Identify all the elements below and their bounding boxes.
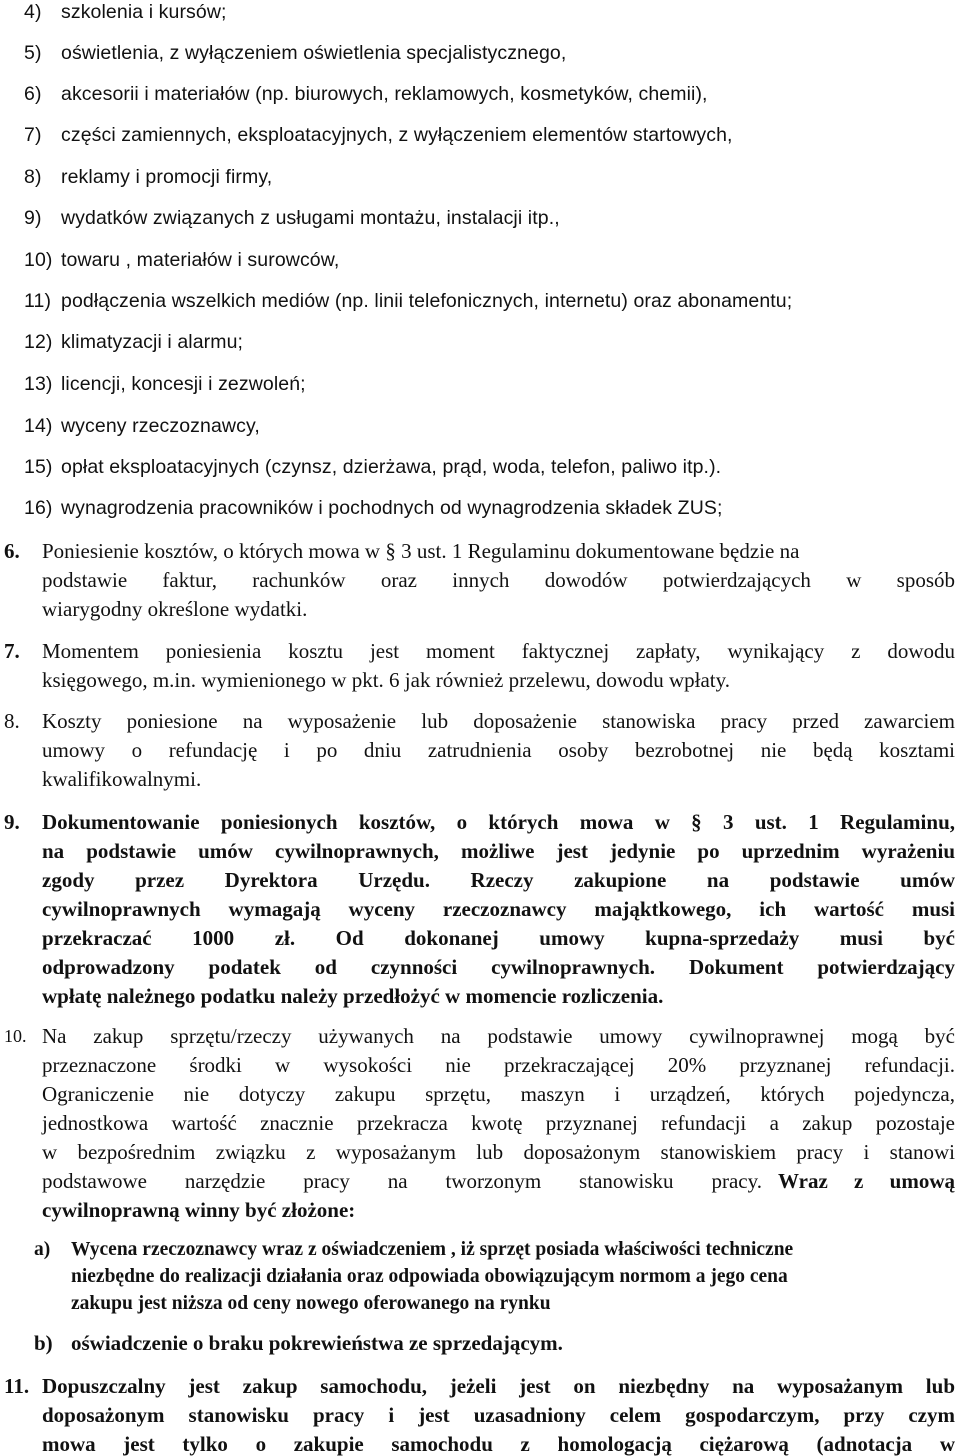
paragraph-line: cywilnoprawną winny być złożone: — [42, 1198, 356, 1222]
paragraph-line: wpłatę należnego podatku należy przedłożyć w momencie rozliczenia. — [42, 984, 664, 1008]
list-item-number: 16) — [24, 497, 53, 519]
list-item-text: części zamiennych, eksploatacyjnych, z wyłączeniem elementów startowych, — [61, 124, 733, 146]
list-item-number: 9) — [24, 207, 42, 229]
paragraph-line: podstawie faktur, rachunków oraz innych dowodów potwierdzających w sposób — [42, 568, 955, 592]
paragraph-line: podstawowe narzędzie pracy na tworzonym stanowisku pracy. — [42, 1169, 762, 1193]
paragraph-line: przeznaczone środki w wysokości nie przekraczającej 20% przyznanej refundacji. — [42, 1053, 955, 1077]
list-item-number: 8) — [24, 166, 42, 188]
list-item-number: 4) — [24, 1, 42, 23]
list-item-number: 14) — [24, 415, 53, 437]
paragraph-line: cywilnoprawnych wymagają wyceny rzeczoznawcy mająktkowego, ich wartość musi — [42, 897, 955, 921]
list-item-number: 15) — [24, 456, 53, 478]
paragraph-line: księgowego, m.in. wymienionego w pkt. 6 jak również przelewu, dowodu wpłaty. — [42, 668, 730, 692]
list-item-text: akcesorii i materiałów (np. biurowych, reklamowych, kosmetyków, chemii), — [61, 83, 708, 105]
list-item-number: 12) — [24, 331, 53, 353]
paragraph-line: Ograniczenie nie dotyczy zakupu sprzętu, maszyn i urządzeń, których pojedyncza, — [42, 1082, 955, 1106]
list-item-text: licencji, koncesji i zezwoleń; — [61, 373, 306, 395]
paragraph-line: w bezpośrednim związku z wyposażanym lub doposażonym stanowiskiem pracy i stanowi — [42, 1140, 955, 1164]
sub-item-number: b) — [34, 1331, 53, 1355]
paragraph-line: odprowadzony podatek od czynności cywilnoprawnych. Dokument potwierdzający — [42, 955, 955, 979]
list-item-number: 10) — [24, 249, 53, 271]
paragraph-line: przekraczać 1000 zł. Od dokonanej umowy kupna-sprzedaży musi być — [42, 926, 955, 950]
sub-item-line: oświadczenie o braku pokrewieństwa ze sprzedającym. — [71, 1331, 563, 1355]
list-item-text: podłączenia wszelkich mediów (np. linii telefonicznych, internetu) oraz abonamentu; — [61, 290, 793, 312]
paragraph-number: 8. — [4, 709, 20, 733]
list-item-number: 11) — [24, 290, 52, 312]
list-item-text: oświetlenia, z wyłączeniem oświetlenia specjalistycznego, — [61, 42, 567, 64]
list-item-text: klimatyzacji i alarmu; — [61, 331, 244, 353]
sub-item-line: niezbędne do realizacji działania oraz odpowiada obowiązującym normom a jego cena — [71, 1266, 788, 1287]
list-item-text: towaru , materiałów i surowców, — [61, 249, 340, 271]
paragraph-line: doposażonym stanowisku pracy i jest uzasadniony celem gospodarczym, przy czym — [42, 1403, 955, 1427]
paragraph-line: Dokumentowanie poniesionych kosztów, o których mowa w § 3 ust. 1 Regulaminu, — [42, 810, 955, 834]
sub-item-line: zakupu jest niższa od ceny nowego oferowanego na rynku — [71, 1293, 551, 1314]
paragraph-line: na podstawie umów cywilnoprawnych, możliwe jest jedynie po uprzednim wyrażeniu — [42, 839, 955, 863]
paragraph-line: Koszty poniesione na wyposażenie lub doposażenie stanowiska pracy przed zawarciem — [42, 709, 955, 733]
paragraph-line: kwalifikowalnymi. — [42, 767, 202, 791]
list-item-text: szkolenia i kursów; — [61, 1, 227, 23]
paragraph-line: zgody przez Dyrektora Urzędu. Rzeczy zakupione na podstawie umów — [42, 868, 955, 892]
paragraph-line: umowy o refundację i po dniu zatrudnienia osoby bezrobotnej nie będą kosztami — [42, 738, 955, 762]
paragraph-line: wiarygodny określone wydatki. — [42, 597, 308, 621]
list-item-text: opłat eksploatacyjnych (czynsz, dzierżawa, prąd, woda, telefon, paliwo itp.). — [61, 456, 722, 478]
paragraph-line: jednostkowa wartość znacznie przekracza kwotę przyznanej refundacji a zakup pozostaje — [42, 1111, 955, 1135]
list-item-number: 7) — [24, 124, 42, 146]
list-item-text: wynagrodzenia pracowników i pochodnych od wynagrodzenia składek ZUS; — [61, 497, 723, 519]
paragraph-line: Poniesienie kosztów, o których mowa w § 3 ust. 1 Regulaminu dokumentowane będzie na — [42, 539, 800, 563]
list-item-number: 5) — [24, 42, 42, 64]
paragraph-line: Na zakup sprzętu/rzeczy używanych na podstawie umowy cywilnoprawnej mogą być — [42, 1024, 955, 1048]
paragraph-number: 6. — [4, 539, 20, 563]
paragraph-number: 11. — [4, 1374, 30, 1398]
list-item-number: 6) — [24, 83, 42, 105]
paragraph-number: 9. — [4, 810, 20, 834]
paragraph-number: 10. — [4, 1026, 27, 1046]
paragraph-line: mowa jest tylko o zakupie samochodu z homologacją ciężarową (adnotacja w — [42, 1432, 955, 1456]
paragraph-line: Momentem poniesienia kosztu jest moment faktycznej zapłaty, wynikający z dowodu — [42, 639, 955, 663]
list-item-number: 13) — [24, 373, 53, 395]
list-item-text: reklamy i promocji firmy, — [61, 166, 273, 188]
sub-item-line: Wycena rzeczoznawcy wraz z oświadczeniem , iż sprzęt posiada właściwości techniczne — [71, 1239, 794, 1260]
list-item-text: wyceny rzeczoznawcy, — [61, 415, 260, 437]
sub-item-number: a) — [34, 1239, 51, 1260]
paragraph-number: 7. — [4, 639, 20, 663]
list-item-text: wydatków związanych z usługami montażu, instalacji itp., — [61, 207, 560, 229]
paragraph-line: Dopuszczalny jest zakup samochodu, jeżeli jest on niezbędny na wyposażanym lub — [42, 1374, 955, 1398]
paragraph-line-bold-tail: Wraz z umową — [778, 1169, 955, 1193]
